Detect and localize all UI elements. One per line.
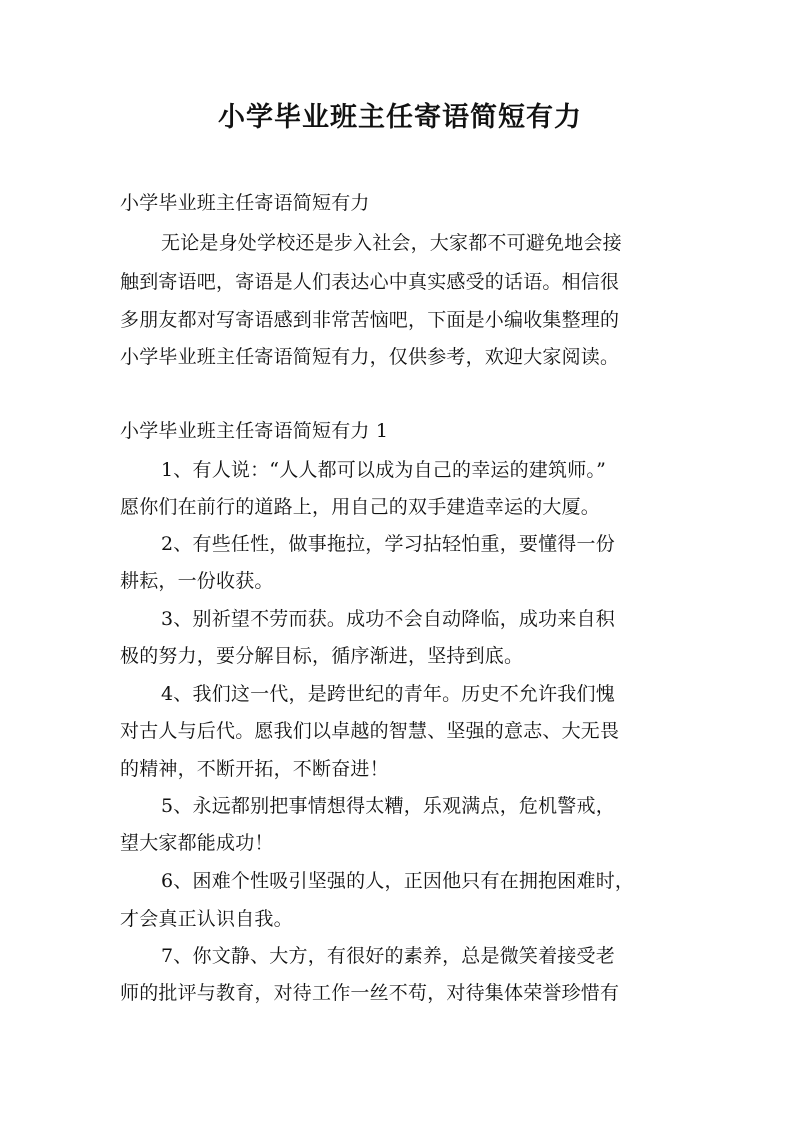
item-line: 愿你们在前行的道路上，用自己的双手建造幸运的大厦。 [120,496,601,518]
item-line: 1、有人说：“人人都可以成为自己的幸运的建筑师。” [161,459,607,481]
intro-line: 触到寄语吧，寄语是人们表达心中真实感受的话语。相信很 [120,271,620,293]
item-line: 5、永远都别把事情想得太糟，乐观满点，危机警戒， [161,795,615,817]
item-line: 3、别祈望不劳而获。成功不会自动降临，成功来自积 [161,608,615,630]
section-heading: 小学毕业班主任寄语简短有力 1 [120,420,389,442]
item-line: 对古人与后代。愿我们以卓越的智慧、坚强的意志、大无畏 [120,720,620,742]
item-line: 2、有些任性，做事拖拉，学习拈轻怕重，要懂得一份 [161,533,615,555]
item-line: 望大家都能成功！ [120,832,274,854]
document-title: 小学毕业班主任寄语简短有力 [218,102,582,133]
intro-line: 无论是身处学校还是步入社会，大家都不可避免地会接 [161,232,622,254]
item-line: 极的努力，要分解目标，循序渐进，坚持到底。 [120,645,524,667]
item-line: 耕耘，一份收获。 [120,570,274,592]
intro-line: 多朋友都对写寄语感到非常苦恼吧，下面是小编收集整理的 [120,309,620,331]
item-line: 4、我们这一代，是跨世纪的青年。历史不允许我们愧 [161,683,615,705]
intro-line: 小学毕业班主任寄语简短有力，仅供参考，欢迎大家阅读。 [120,346,620,368]
item-line: 6、困难个性吸引坚强的人，正因他只有在拥抱困难时， [161,870,635,892]
item-line: 才会真正认识自我。 [120,908,293,930]
item-line: 师的批评与教育，对待工作一丝不苟，对待集体荣誉珍惜有 [120,982,620,1004]
item-line: 7、你文静、大方，有很好的素养，总是微笑着接受老 [161,945,615,967]
item-line: 的精神，不断开拓，不断奋进！ [120,758,389,780]
intro-heading: 小学毕业班主任寄语简短有力 [120,192,370,214]
